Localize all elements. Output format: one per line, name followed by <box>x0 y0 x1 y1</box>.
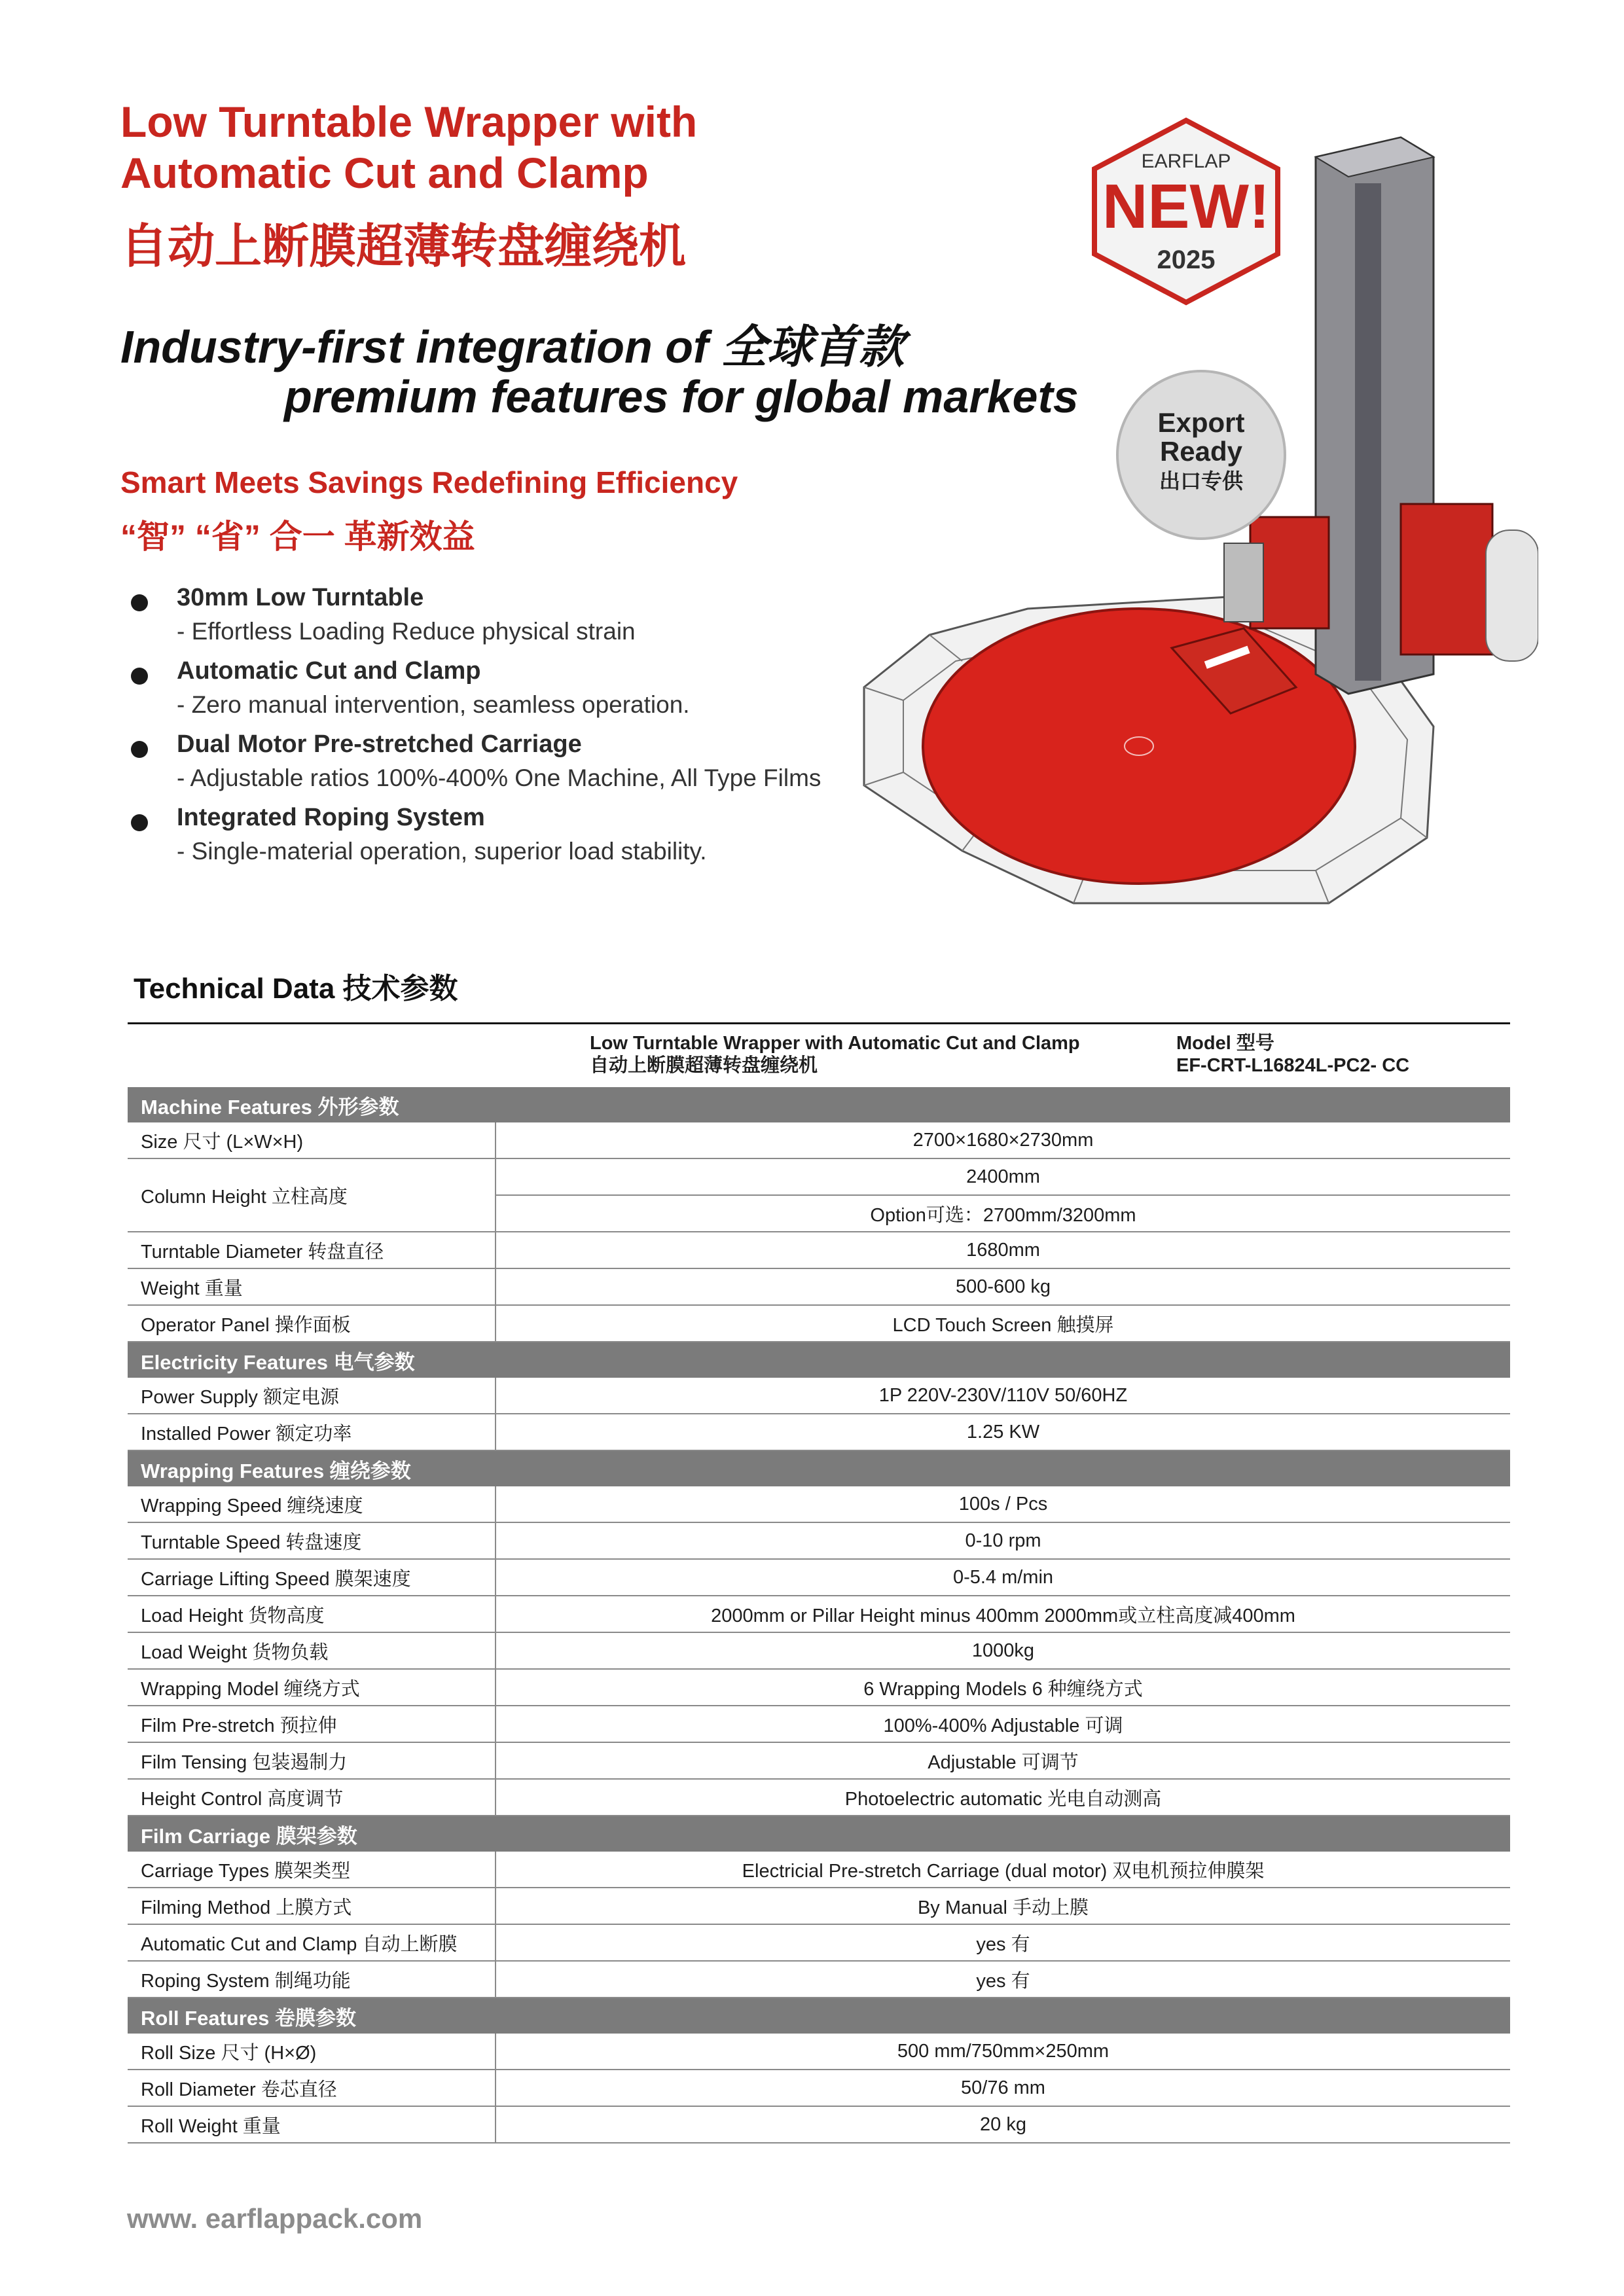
subtitle-cn: “智” “省” 合一 革新效益 <box>120 518 475 555</box>
slogan-line2: premium features for global markets <box>284 371 1079 422</box>
row-value: 500-600 kg <box>496 1268 1510 1305</box>
row-label: Weight 重量 <box>128 1268 496 1305</box>
row-label: Film Tensing 包装遏制力 <box>128 1742 496 1779</box>
row-value: 500 mm/750mm×250mm <box>496 2034 1510 2070</box>
table-row <box>128 1779 1510 1816</box>
export-ready-badge <box>1113 367 1290 543</box>
model-label: Model 型号 <box>1176 1033 1274 1054</box>
title-cn: 自动上断膜超薄转盘缠绕机 <box>120 221 687 273</box>
technical-data-heading: Technical Data 技术参数 <box>134 973 458 1005</box>
row-label: Operator Panel 操作面板 <box>128 1305 496 1342</box>
row-value: Adjustable 可调节 <box>496 1742 1510 1779</box>
row-label: Size 尺寸 (L×W×H) <box>128 1122 496 1158</box>
row-value: 6 Wrapping Models 6 种缠绕方式 <box>496 1669 1510 1706</box>
row-value: 1680mm <box>496 1232 1510 1268</box>
subtitle-en: Smart Meets Savings Redefining Efficiency <box>120 465 738 499</box>
row-value: 1000kg <box>496 1632 1510 1669</box>
feature-desc: - Adjustable ratios 100%-400% One Machine, All Type Films <box>177 764 821 791</box>
year-label: 2025 <box>1157 245 1216 274</box>
feature-title: Dual Motor Pre-stretched Carriage <box>177 730 582 758</box>
slogan-line1: Industry-first integration of 全球首款 <box>120 321 905 372</box>
feature-title: 30mm Low Turntable <box>177 584 424 611</box>
feature-title: Integrated Roping System <box>177 804 485 831</box>
row-value: LCD Touch Screen 触摸屏 <box>496 1305 1510 1342</box>
table-row <box>128 1924 1510 1961</box>
row-label: Carriage Lifting Speed 膜架速度 <box>128 1559 496 1596</box>
table-row <box>128 1268 1510 1305</box>
row-value: 100s / Pcs <box>496 1486 1510 1522</box>
row-value: 100%-400% Adjustable 可调 <box>496 1706 1510 1742</box>
feature-title: Automatic Cut and Clamp <box>177 657 481 685</box>
row-value: 1.25 KW <box>496 1414 1510 1450</box>
row-label: Filming Method 上膜方式 <box>128 1888 496 1924</box>
table-row <box>128 1669 1510 1706</box>
new-label: NEW! <box>1102 171 1270 242</box>
table-row <box>128 1706 1510 1742</box>
row-value: 2000mm or Pillar Height minus 400mm 2000mm或立柱高度减400mm <box>496 1596 1510 1632</box>
table-row <box>128 1486 1510 1522</box>
row-label: Height Control 高度调节 <box>128 1779 496 1816</box>
row-value: Electricial Pre-stretch Carriage (dual motor) 双电机预拉伸膜架 <box>496 1852 1510 1888</box>
row-value: yes 有 <box>496 1924 1510 1961</box>
table-row <box>128 1742 1510 1779</box>
table-row <box>128 1414 1510 1450</box>
section-header-wrapping: Wrapping Features 缠绕参数 <box>128 1450 1510 1486</box>
row-value: 0-5.4 m/min <box>496 1559 1510 1596</box>
brand-logo-text: EARFLAP <box>1141 151 1231 172</box>
table-row <box>128 1961 1510 1998</box>
spec-table <box>128 1022 1510 2144</box>
title-en-line2: Automatic Cut and Clamp <box>120 149 649 197</box>
row-value: 0-10 rpm <box>496 1522 1510 1559</box>
table-row <box>128 2070 1510 2106</box>
row-label: Turntable Speed 转盘速度 <box>128 1522 496 1559</box>
product-name-cn: 自动上断膜超薄转盘缠绕机 <box>590 1055 818 1076</box>
product-name-en: Low Turntable Wrapper with Automatic Cut and Clamp <box>590 1033 1080 1054</box>
row-label: Column Height 立柱高度 <box>128 1158 496 1232</box>
table-row <box>128 1596 1510 1632</box>
table-row <box>128 1378 1510 1414</box>
bullet-icon <box>131 814 148 831</box>
feature-desc: - Effortless Loading Reduce physical strain <box>177 618 636 645</box>
row-label: Film Pre-stretch 预拉伸 <box>128 1706 496 1742</box>
new-2025-badge <box>1081 117 1291 306</box>
section-header-electricity: Electricity Features 电气参数 <box>128 1342 1510 1378</box>
row-label: Roll Size 尺寸 (H×Ø) <box>128 2034 496 2070</box>
row-label: Installed Power 额定功率 <box>128 1414 496 1450</box>
row-value: Photoelectric automatic 光电自动测高 <box>496 1779 1510 1816</box>
row-value: 2700×1680×2730mm <box>496 1122 1510 1158</box>
row-label: Wrapping Speed 缠绕速度 <box>128 1486 496 1522</box>
row-label: Roping System 制绳功能 <box>128 1961 496 1998</box>
bullet-icon <box>131 668 148 685</box>
row-value: Option可选：2700mm/3200mm <box>496 1195 1510 1232</box>
section-header-carriage: Film Carriage 膜架参数 <box>128 1816 1510 1852</box>
model-value: EF-CRT-L16824L-PC2- CC <box>1176 1055 1410 1076</box>
feature-desc: - Single-material operation, superior load stability. <box>177 838 707 865</box>
table-row <box>128 1522 1510 1559</box>
table-row <box>128 1305 1510 1342</box>
row-value: By Manual 手动上膜 <box>496 1888 1510 1924</box>
table-header-row <box>128 1024 1510 1088</box>
export-cn: 出口专供 <box>1159 469 1244 493</box>
table-row <box>128 1852 1510 1888</box>
table-row <box>128 1888 1510 1924</box>
section-header-machine: Machine Features 外形参数 <box>128 1087 1510 1122</box>
section-header-roll: Roll Features 卷膜参数 <box>128 1998 1510 2034</box>
row-label: Automatic Cut and Clamp 自动上断膜 <box>128 1924 496 1961</box>
table-row <box>128 1632 1510 1669</box>
footer-url[interactable]: www. earflappack.com <box>127 2203 423 2234</box>
row-label: Wrapping Model 缠绕方式 <box>128 1669 496 1706</box>
bullet-icon <box>131 741 148 758</box>
row-value: 1P 220V-230V/110V 50/60HZ <box>496 1378 1510 1414</box>
row-label: Carriage Types 膜架类型 <box>128 1852 496 1888</box>
title-en-line1: Low Turntable Wrapper with <box>120 98 698 146</box>
row-value: 2400mm <box>496 1158 1510 1195</box>
table-row <box>128 1559 1510 1596</box>
row-label: Roll Weight 重量 <box>128 2106 496 2143</box>
row-label: Roll Diameter 卷芯直径 <box>128 2070 496 2106</box>
table-row <box>128 2106 1510 2143</box>
bullet-icon <box>131 594 148 611</box>
row-value: yes 有 <box>496 1961 1510 1998</box>
row-label: Load Height 货物高度 <box>128 1596 496 1632</box>
table-row <box>128 1232 1510 1268</box>
table-row <box>128 1122 1510 1158</box>
table-row <box>128 1158 1510 1195</box>
export-line2: Ready <box>1159 436 1243 467</box>
table-row <box>128 2034 1510 2070</box>
row-label: Turntable Diameter 转盘直径 <box>128 1232 496 1268</box>
feature-desc: - Zero manual intervention, seamless operation. <box>177 691 690 718</box>
export-line1: Export <box>1157 407 1245 438</box>
row-label: Power Supply 额定电源 <box>128 1378 496 1414</box>
row-label: Load Weight 货物负载 <box>128 1632 496 1669</box>
row-value: 50/76 mm <box>496 2070 1510 2106</box>
row-value: 20 kg <box>496 2106 1510 2143</box>
